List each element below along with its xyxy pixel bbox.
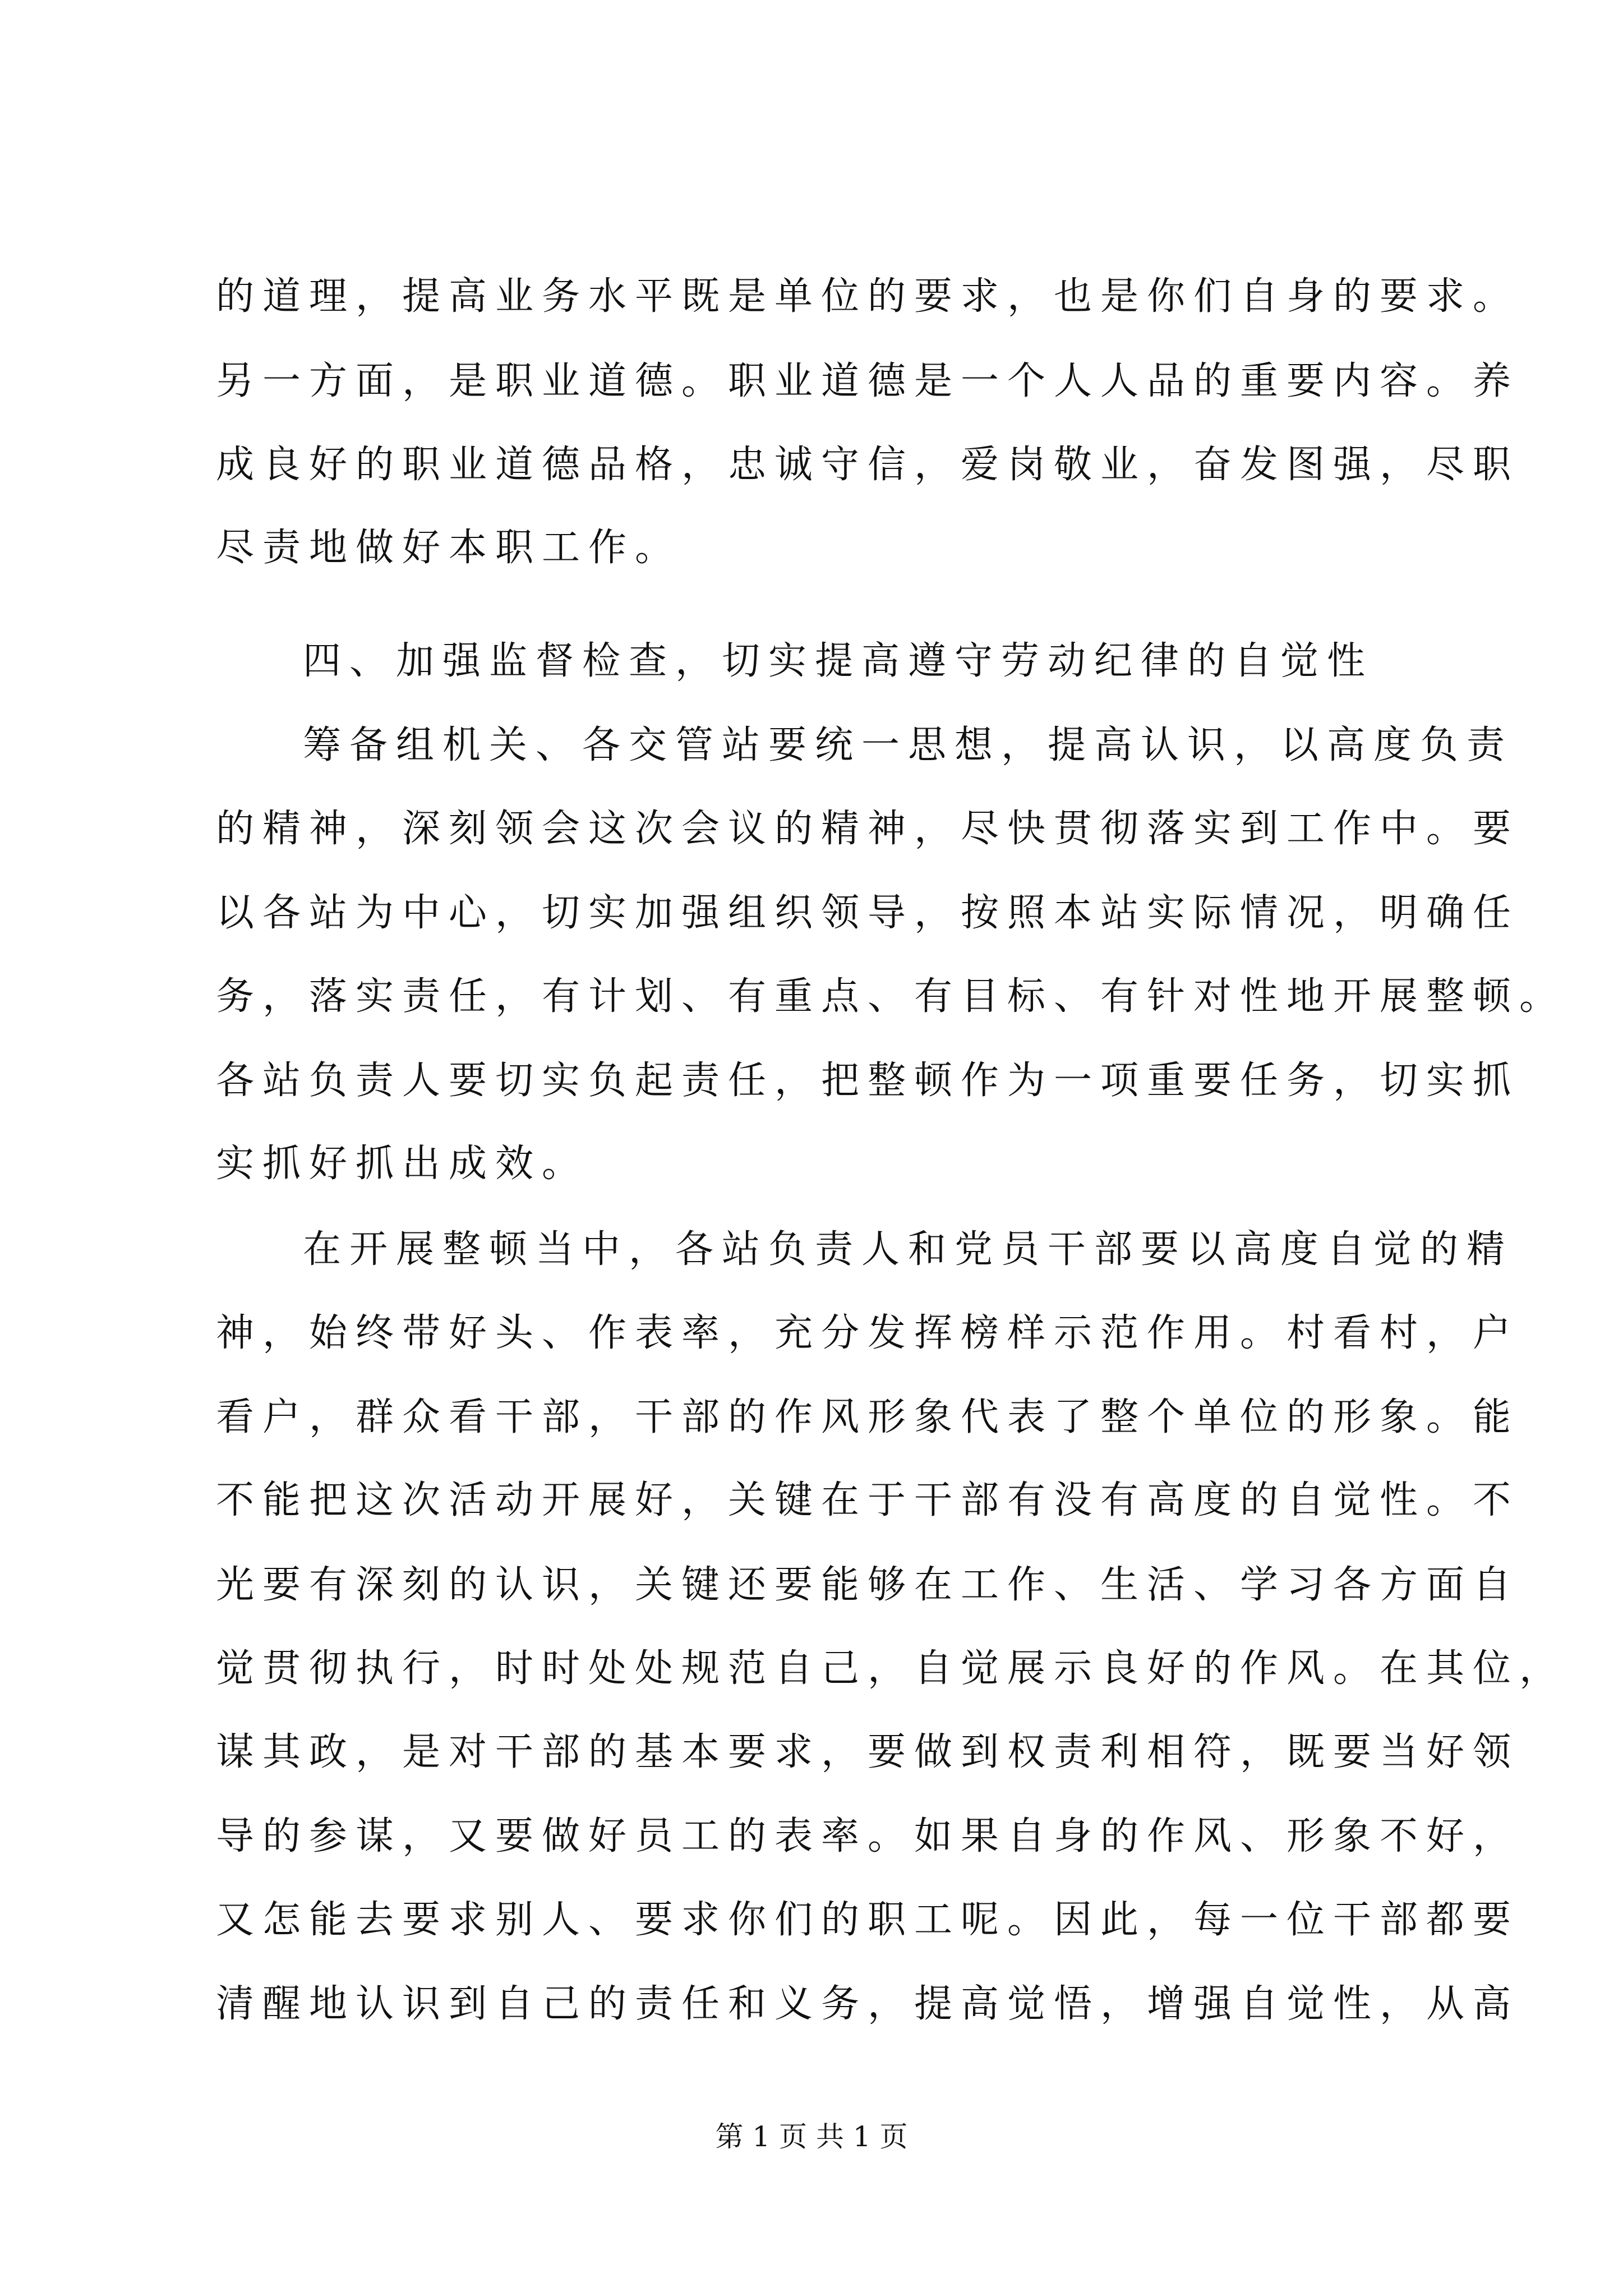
text-line: 神，始终带好头、作表率，充分发挥榜样示范作用。村看村，户 (216, 1311, 1520, 1355)
text-line: 看户，群众看干部，干部的作风形象代表了整个单位的形象。能 (216, 1395, 1520, 1439)
text-line: 实抓好抓出成效。 (216, 1142, 589, 1186)
text-line: 各站负责人要切实负起责任，把整顿作为一项重要任务，切实抓 (216, 1059, 1520, 1103)
text-line: 觉贯彻执行，时时处处规范自己，自觉展示良好的作风。在其位， (216, 1646, 1566, 1691)
text-line: 的精神，深刻领会这次会议的精神，尽快贯彻落实到工作中。要 (216, 807, 1520, 851)
text-line: 导的参谋，又要做好员工的表率。如果自身的作风、形象不好， (216, 1814, 1520, 1858)
text-line: 以各站为中心，切实加强组织领导，按照本站实际情况，明确任 (216, 891, 1520, 935)
text-line: 清醒地认识到自己的责任和义务，提高觉悟，增强自觉性，从高 (216, 1982, 1520, 2026)
section-heading: 四、加强监督检查，切实提高遵守劳动纪律的自觉性 (303, 639, 1374, 683)
text-line: 筹备组机关、各交管站要统一思想，提高认识，以高度负责 (303, 723, 1514, 767)
text-line: 不能把这次活动开展好，关键在于干部有没有高度的自觉性。不 (216, 1478, 1520, 1522)
text-line: 尽责地做好本职工作。 (216, 526, 682, 570)
page-number-footer: 第 1 页 共 1 页 (715, 2120, 908, 2153)
text-line: 的道理，提高业务水平既是单位的要求，也是你们自身的要求。 (216, 274, 1520, 319)
text-line: 另一方面，是职业道德。职业道德是一个人人品的重要内容。养 (216, 359, 1520, 403)
text-line: 光要有深刻的认识，关键还要能够在工作、生活、学习各方面自 (216, 1563, 1520, 1607)
text-line: 成良好的职业道德品格，忠诚守信，爱岗敬业，奋发图强，尽职 (216, 443, 1520, 487)
text-line: 谋其政，是对干部的基本要求，要做到权责利相符，既要当好领 (216, 1730, 1520, 1774)
text-line: 又怎能去要求别人、要求你们的职工呢。因此，每一位干部都要 (216, 1898, 1520, 1942)
text-line: 务，落实责任，有计划、有重点、有目标、有针对性地开展整顿。 (216, 974, 1566, 1019)
text-line: 在开展整顿当中，各站负责人和党员干部要以高度自觉的精 (303, 1227, 1514, 1272)
